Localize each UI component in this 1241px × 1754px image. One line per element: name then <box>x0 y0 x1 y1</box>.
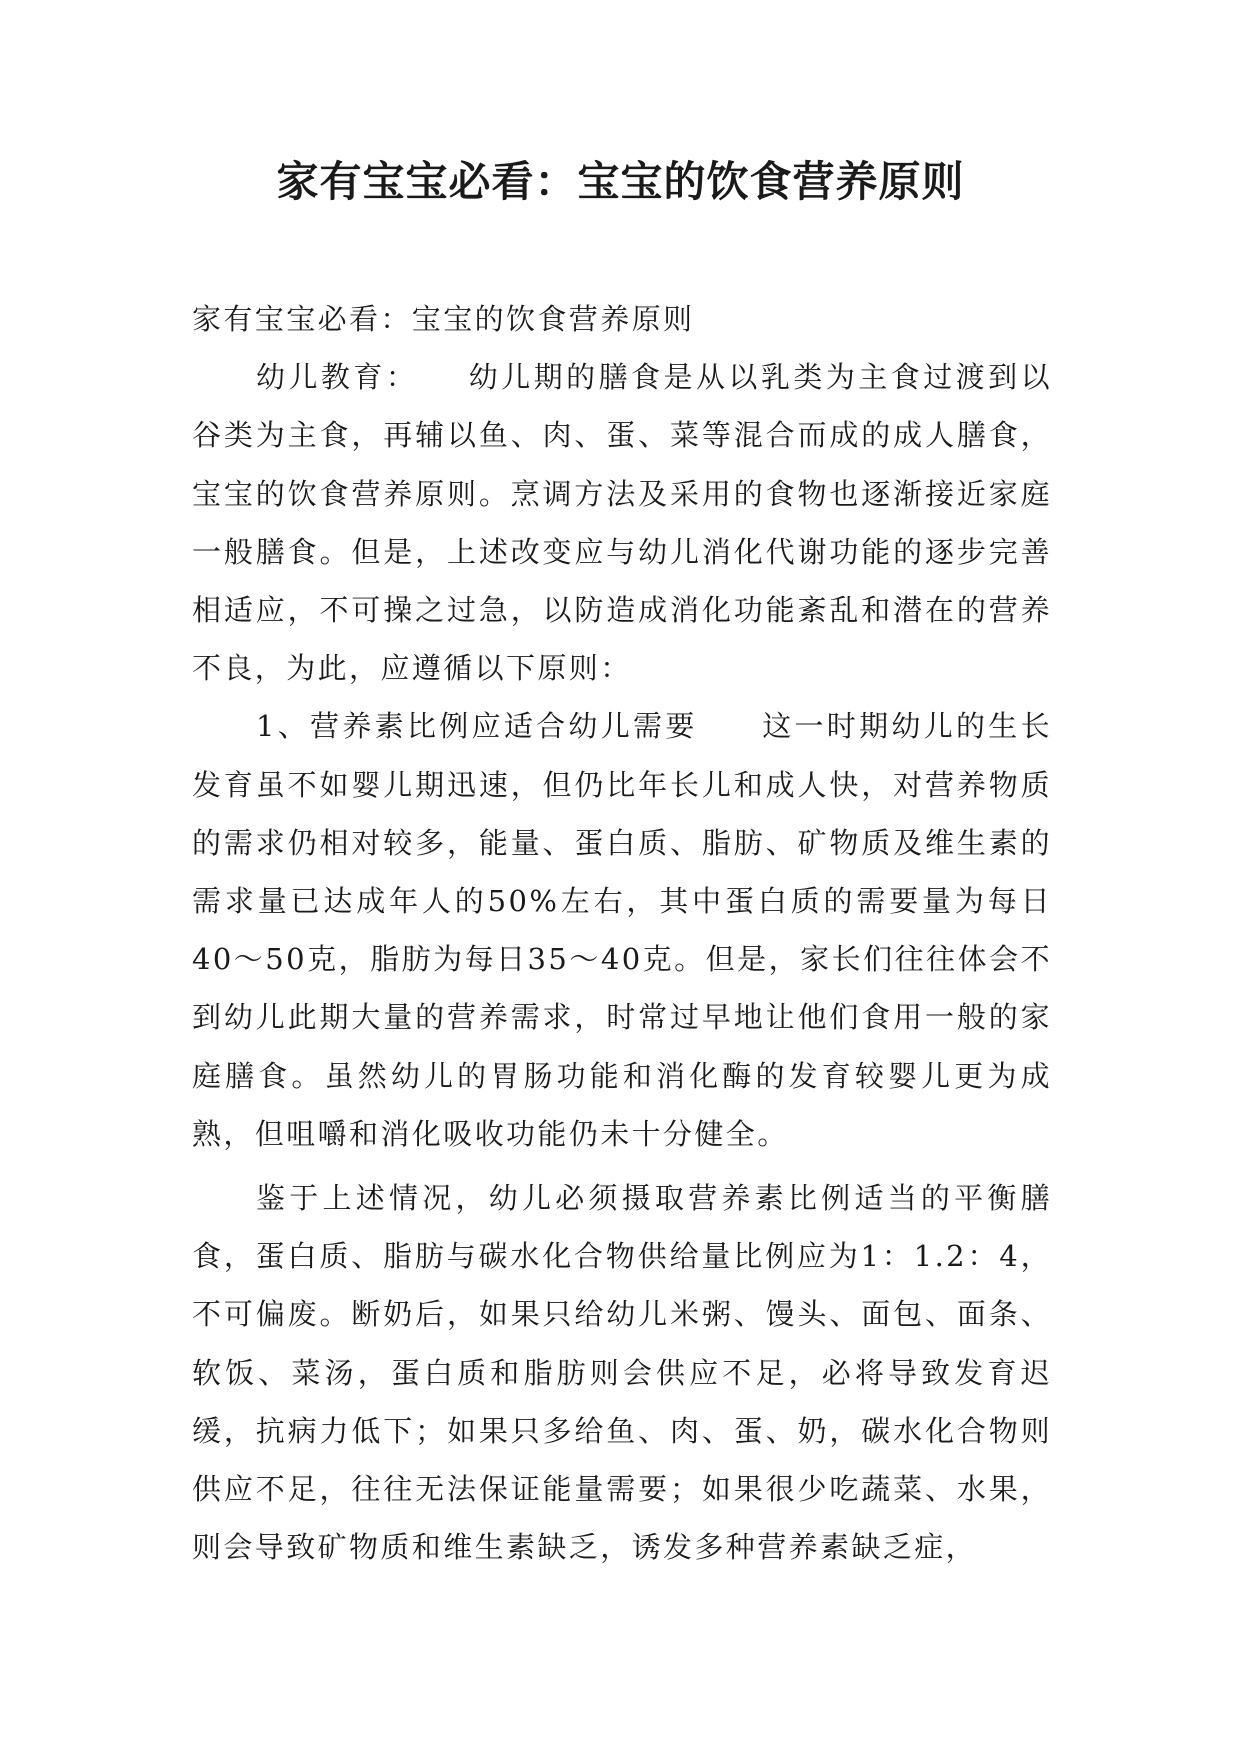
paragraph-subtitle: 家有宝宝必看：宝宝的饮食营养原则 <box>192 302 695 336</box>
document-title: 家有宝宝必看：宝宝的饮食营养原则 <box>276 157 965 206</box>
paragraph-balanced-diet: 鉴于上述情况，幼儿必须摄取营养素比例适当的平衡膳食，蛋白质、脂肪与碳水化合物供给量比例应为1：1.2：4，不可偏废。断奶后，如果只给幼儿米粥、馒头、面包、面条、软饭、菜汤，蛋白质和脂肪则会供应不足，必将导致发育迟缓，抗病力低下；如果只多给鱼、肉、蛋、奶，碳水化合物则供应不足，往往无法保证能量需要；如果很少吃蔬菜、水果，则会导致矿物质和维生素缺乏，诱发多种营养素缺乏症， <box>192 1181 1052 1565</box>
paragraph-principle-1: 1、营养素比例应适合幼儿需要 这一时期幼儿的生长发育虽不如婴儿期迅速，但仍比年长儿和成人快，对营养物质的需求仍相对较多，能量、蛋白质、脂肪、矿物质及维生素的需求量已达成年人的50%左右，其中蛋白质的需要量为每日40～50克，脂肪为每日35～40克。但是，家长们往往体会不到幼儿此期大量的营养需求，时常过早地让他们食用一般的家庭膳食。虽然幼儿的胃肠功能和消化酶的发育较婴儿更为成熟，但咀嚼和消化吸收功能仍未十分健全。 <box>192 709 1052 1151</box>
document-body <box>192 290 1052 1576</box>
paragraph-intro: 幼儿教育： 幼儿期的膳食是从以乳类为主食过渡到以谷类为主食，再辅以鱼、肉、蛋、菜等混合而成的成人膳食，宝宝的饮食营养原则。烹调方法及采用的食物也逐渐接近家庭一般膳食。但是，上述改变应与幼儿消化代谢功能的逐步完善相适应，不可操之过急，以防造成消化功能紊乱和潜在的营养不良，为此，应遵循以下原则： <box>192 360 1052 686</box>
